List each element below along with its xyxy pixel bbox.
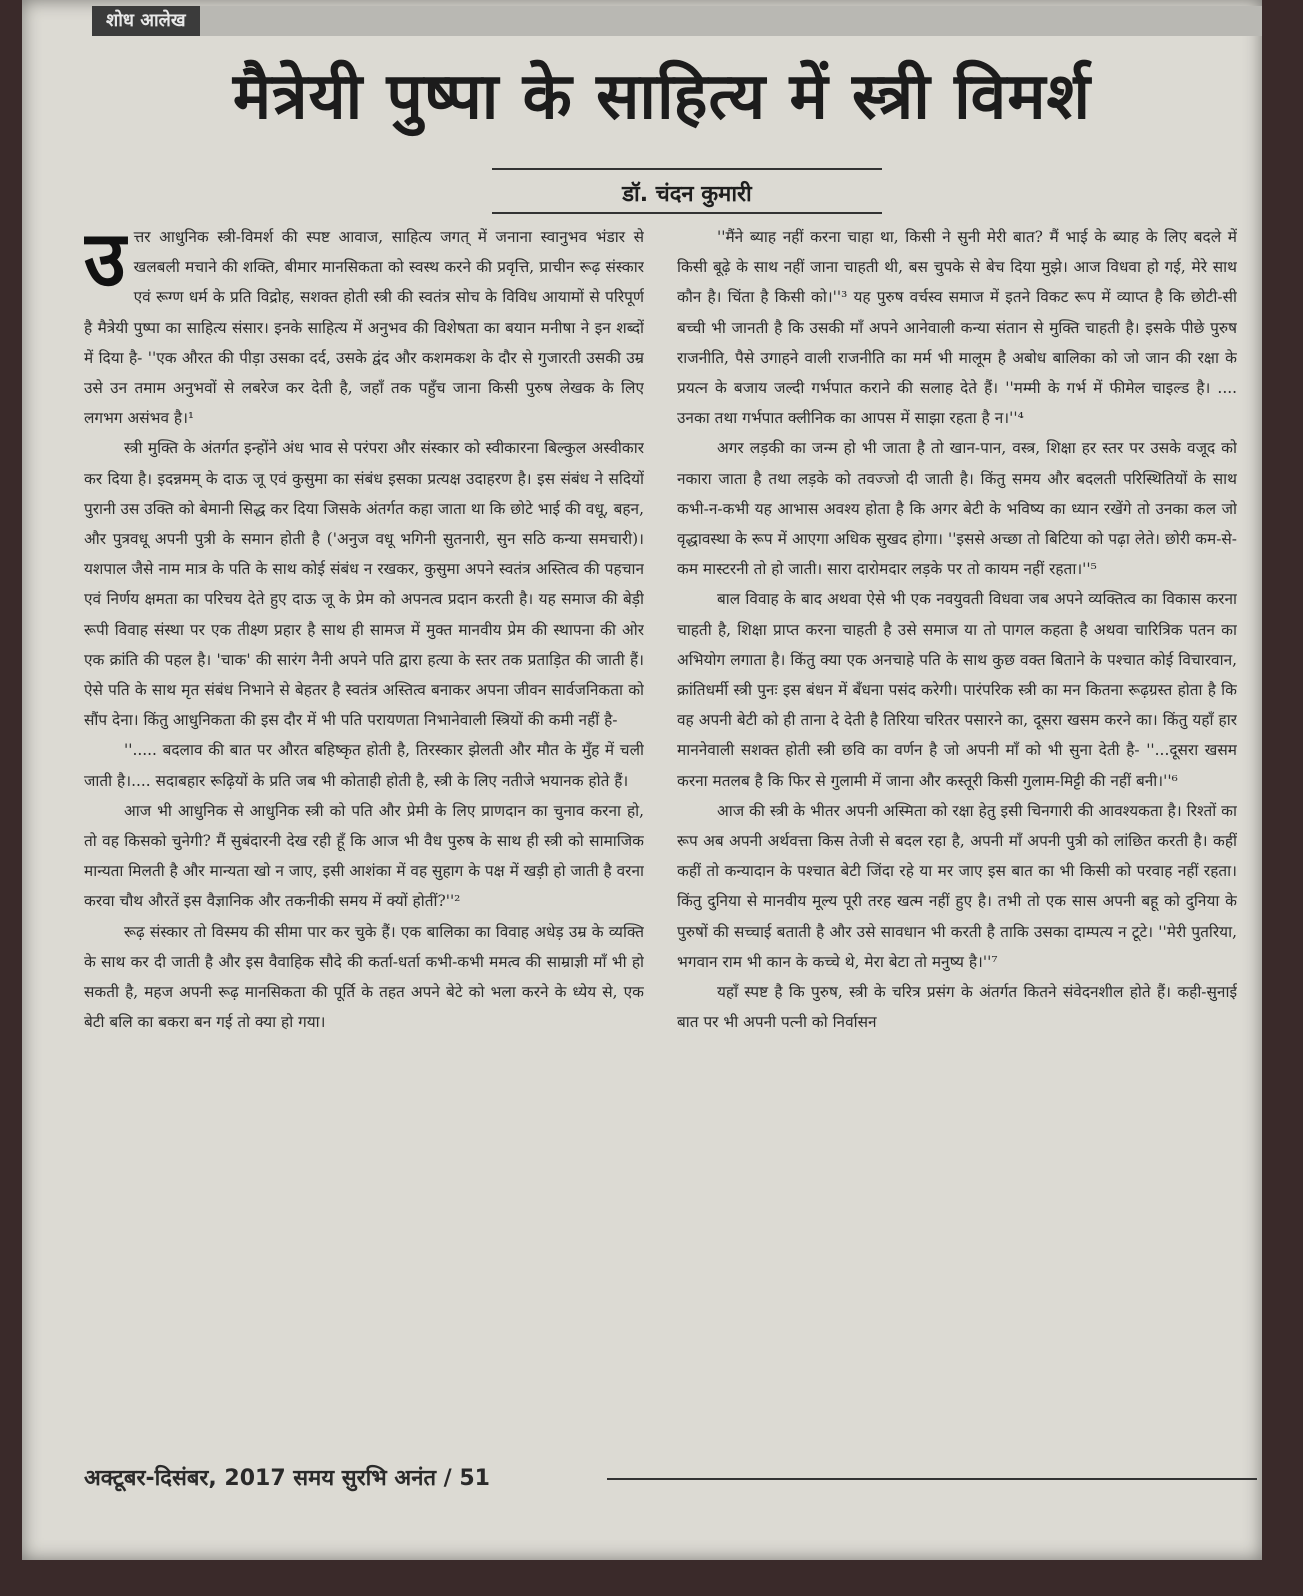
paragraph: रूढ़ संस्कार तो विस्मय की सीमा पार कर चुके हैं। एक बालिका का विवाह अधेड़ उम्र के व्यक्ति के साथ कर दी जाती है और इस वैवाहिक सौदे की कर्ता-धर्ता कभी-कभी ममत्व की साम्राज्ञी माँ भी हो सकती है, महज अपनी रूढ़ मानसिकता की पूर्ति के तहत अपने बेटे को भला करने के ध्येय से, एक बेटी बलि का बकरा बन गई तो क्या हो गया। [84, 922, 644, 1032]
section-label: शोध आलेख [92, 6, 200, 36]
section-bar [92, 6, 1262, 36]
quote-paragraph: ''मैंने ब्याह नहीं करना चाहा था, किसी ने सुनी मेरी बात? मैं भाई के ब्याह के लिए बदले में किसी बूढ़े के साथ नहीं जाना चाहती थी, बस चुपके से बेच दिया मुझे। आज विधवा हो गई, मेरे साथ कौन है। चिंता है किसी को।''³ यह पुरुष वर्चस्व समाज में इतने विकट रूप में व्याप्त है कि छोटी-सी बच्ची भी जानती है कि उसकी माँ अपने आनेवाली कन्या संतान से मुक्ति चाहती है। इसके पीछे पुरुष राजनीति, पैसे उगाहने वाली राजनीति का मर्म भी मालूम है अबोध बालिका को जो जान की रक्षा के प्रयत्न के बजाय जल्दी गर्भपात कराने की सलाह देते हैं। ''मम्मी के गर्भ में फीमेल चाइल्ड है। .... उनका तथा गर्भपात क्लीनिक का आपस में साझा रहता है न।''⁴ [677, 228, 1237, 428]
paragraph: आज भी आधुनिक से आधुनिक स्त्री को पति और प्रेमी के लिए प्राणदान का चुनाव करना हो, तो वह किसको चुनेगी? मैं सुबंदारनी देख रही हूँ कि आज भी वैध पुरुष के साथ ही स्त्री को सामाजिक मान्यता मिलती है और मान्यता खो न जाए, इसी आशंका में वह सुहाग के पक्ष में खड़ी हो जाती है वरना करवा चौथ औरतें इस वैज्ञानिक और तकनीकी समय में क्यों होतीं?''² [84, 801, 644, 911]
paragraph: आज की स्त्री के भीतर अपनी अस्मिता को रक्षा हेतु इसी चिनगारी की आवश्यकता है। रिश्तों का रूप अब अपनी अर्थवत्ता किस तेजी से बदल रहा है, अपनी माँ अपनी पुत्री को लांछित करती है। कहीं कहीं तो कन्यादान के पश्चात बेटी जिंदा रहे या मर जाए इस बात का भी किसी को परवाह नहीं रहता। किंतु दुनिया से मानवीय मूल्य पूरी तरह खत्म नहीं हुए है। तभी तो एक सास अपनी बहू को दुनिया के पुरुषों की सच्चाई बताती है और उसे सावधान भी करती है ताकि उसका दाम्पत्य न टूटे। ''मेरी पुतरिया, भगवान राम भी कान के कच्चे थे, मेरा बेटा तो मनुष्य है।''⁷ [677, 801, 1237, 971]
paragraph: यहाँ स्पष्ट है कि पुरुष, स्त्री के चरित्र प्रसंग के अंतर्गत कितने संवेदनशील होते हैं। कही-सुनाई बात पर भी अपनी पत्नी को निर्वासन [677, 983, 1237, 1032]
quote-paragraph: ''..... बदलाव की बात पर औरत बहिष्कृत होती है, तिरस्कार झेलती और मौत के मुँह में चली जाती है।.... सदाबहार रूढ़ियों के प्रति जब भी कोताही होती है, स्त्री के लिए नतीजे भयानक होते हैं। [84, 741, 644, 790]
magazine-page [22, 0, 1262, 1560]
title-divider [492, 168, 882, 170]
page-footer: अक्टूबर-दिसंबर, 2017 समय सुरभि अनंत / 51 [84, 1466, 490, 1491]
left-column [84, 222, 644, 1462]
author-name: डॉ. चंदन कुमारी [622, 182, 752, 207]
right-column [677, 222, 1237, 1462]
article-title: मैत्रेयी पुष्पा के साहित्य में स्त्री विमर्श [232, 60, 1092, 134]
paragraph: बाल विवाह के बाद अथवा ऐसे भी एक नवयुवती विधवा जब अपने व्यक्तित्व का विकास करना चाहती है, शिक्षा प्राप्त करना चाहती है उसे समाज या तो पागल कहता है अथवा चारित्रिक पतन का अभियोग लगाता है। किंतु क्या एक अनचाहे पति के साथ कुछ वक्त बिताने के पश्चात कोई विचारवान, क्रांतिधर्मी स्त्री पुनः इस बंधन में बँधना पसंद करेगी। पारंपरिक स्त्री का मन कितना रूढ़ग्रस्त होता है कि वह अपनी बेटी को ही ताना दे देती है तिरिया चरितर पसारने का, दूसरा खसम करने का। किंतु यहाँ हार माननेवाली सशक्त होती स्त्री छवि का वर्णन है जो अपनी माँ को भी सुना देती है- ''...दूसरा खसम करना मतलब है कि फिर से गुलामी में जाना और कस्तूरी किसी गुलाम-मिट्टी की नहीं बनी।''⁶ [677, 590, 1237, 790]
paragraph: स्त्री मुक्ति के अंतर्गत इन्होंने अंध भाव से परंपरा और संस्कार को स्वीकारना बिल्कुल अस्वीकार कर दिया है। इदन्नमम् के दाऊ जू एवं कुसुमा का संबंध इसका प्रत्यक्ष उदाहरण है। इस संबंध ने सदियों पुरानी उस उक्ति को बेमानी सिद्ध कर दिया जिसके अंतर्गत कहा जाता था कि छोटे भाई की वधू, बहन, और पुत्रवधू अपनी पुत्री के समान होती है ('अनुज वधू भगिनी सुतनारी, सुन सठि कन्या समचारी)। यशपाल जैसे नाम मात्र के पति के साथ कोई संबंध न रखकर, कुसुमा अपने स्वतंत्र अस्तित्व की पहचान एवं निर्णय क्षमता का परिचय देते हुए दाऊ जू के प्रेम को अपनत्व प्रदान करती है। यह समाज की बेड़ी रूपी विवाह संस्था पर एक तीक्ष्ण प्रहार है साथ ही सामज में मुक्त मानवीय प्रेम की स्थापना की ओर एक क्रांति की पहल है। 'चाक' की सारंग नैनी अपने पति द्वारा हत्या के स्तर तक प्रताड़ित की जाती हैं। ऐसे पति के साथ मृत संबंध निभाने से बेहतर है स्वतंत्र अस्तित्व बनाकर अपना जीवन सार्वजनिकता को सौंप देना। किंतु आधुनिकता की इस दौर में भी पति परायणता निभानेवाली स्त्रियों की कमी नहीं है- [84, 439, 644, 730]
footer-rule [607, 1478, 1257, 1480]
paragraph: अगर लड़की का जन्म हो भी जाता है तो खान-पान, वस्त्र, शिक्षा हर स्तर पर उसके वजूद को नकारा जाता है तथा लड़के को तवज्जो दी जाती है। किंतु समय और बदलती परिस्थितियों के साथ कभी-न-कभी यह आभास अवश्य होता है कि अगर बेटी के भविष्य का ध्यान रखेंगे तो उनका कल जो वृद्धावस्था के रूप में आएगा अधिक सुखद होगा। ''इससे अच्छा तो बिटिया को पढ़ा लेते। छोरी कम-से-कम मास्टरनी तो हो जाती। सारा दारोमदार लड़के पर तो कायम नहीं रहता।''⁵ [677, 439, 1237, 579]
paragraph: उत्तर आधुनिक स्त्री-विमर्श की स्पष्ट आवाज, साहित्य जगत् में जनाना स्वानुभव भंडार से खलबली मचाने की शक्ति, बीमार मानसिकता को स्वस्थ करने की प्रवृत्ति, प्राचीन रूढ़ संस्कार एवं रूग्ण धर्म के प्रति विद्रोह, सशक्त होती स्त्री की स्वतंत्र सोच के विविध आयामों से परिपूर्ण है मैत्रेयी पुष्पा का साहित्य संसार। इनके साहित्य में अनुभव की विशेषता का बयान मनीषा ने इन शब्दों में दिया है- ''एक औरत की पीड़ा उसका दर्द, उसके द्वंद और कशमकश के दौर से गुजारती उसकी उम्र उसे उन तमाम अनुभवों से लबरेज कर देती है, जहाँ तक पहुँच जाना किसी पुरुष लेखक के लिए लगभग असंभव है।¹ [84, 222, 644, 428]
drop-cap: उ [84, 222, 126, 303]
author-divider [492, 212, 882, 214]
